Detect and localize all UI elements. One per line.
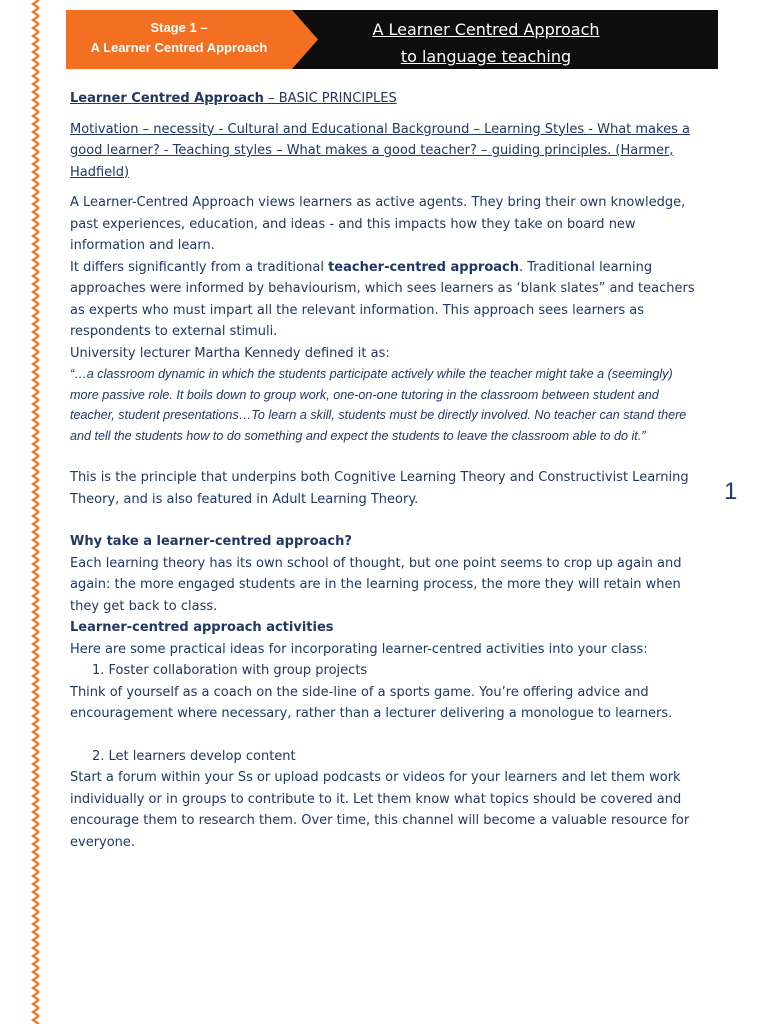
why-heading: Why take a learner-centred approach?: [70, 534, 352, 549]
list-item-1-text: Think of yourself as a coach on the side-line of a sports game. You’re offering advice and encouragement where necessary, rather than a lecturer delivering a monologue to learners.: [70, 684, 673, 721]
topics-line: Motivation – necessity - Cultural and Educational Background – Learning Styles - What makes a good learner? - Teaching styles – What makes a good teacher? – guiding principles. (Harmer, Hadfield): [70, 121, 690, 180]
title-line-2: to language teaching: [400, 47, 572, 66]
differs-text-after: . Traditional learning approaches were informed by behaviourism, which sees learners as ‘blank slates” and teachers as experts who must impart all the relevant information. This approach sees learners as respondents to external stimuli.: [70, 259, 695, 339]
document-title: [316, 16, 656, 70]
why-paragraph: Each learning theory has its own school of thought, but one point seems to crop up again and again: the more engaged students are in the learning process, the more they will retain when they get back to class.: [70, 555, 682, 614]
teacher-centred-term: teacher-centred approach: [328, 259, 519, 275]
section-heading-rest: – BASIC PRINCIPLES: [263, 91, 397, 106]
page-number: 1: [724, 478, 738, 505]
principle-paragraph: This is the principle that underpins both Cognitive Learning Theory and Constructivist Learning Theory, and is also featured in Adult Learning Theory.: [70, 470, 689, 507]
document-body: [70, 88, 700, 853]
list-item-1: 1. Foster collaboration with group projects: [92, 663, 368, 678]
list-item-2-text: Start a forum within your Ss or upload podcasts or videos for your learners and let them work individually or in groups to contribute to it. Let them know what topics should be covered and encourage them to research them. Over time, this channel will become a valuable resource for everyone.: [70, 770, 690, 850]
section-heading-main: Learner Centred Approach: [70, 91, 264, 106]
list-item-2: 2. Let learners develop content: [92, 748, 296, 764]
header-banner: [66, 10, 718, 69]
intro-paragraph: A Learner-Centred Approach views learners as active agents. They bring their own knowledge, past experiences, education, and ideas - and this impacts how they take on board new information and learn.: [70, 195, 686, 253]
stage-name: A Learner Centred Approach: [90, 40, 268, 55]
stage-label: [66, 18, 292, 58]
activities-intro: Here are some practical ideas for incorporating learner-centred activities into your class:: [70, 641, 648, 657]
decorative-page-border: [30, 0, 42, 1024]
stage-number: Stage 1 –: [150, 20, 208, 35]
differs-text-before: It differs significantly from a traditional: [70, 259, 329, 275]
kennedy-quote: “…a classroom dynamic in which the students participate actively while the teacher might take a (seemingly) more passive role. It boils down to group work, one-on-one tutoring in the classroom between student and teacher, student presentations…To learn a skill, students must be directly involved. No teacher can stand there and tell the students how to do something and expect the students to leave the classroom able to do it.”: [70, 367, 687, 443]
activities-heading: Learner-centred approach activities: [70, 620, 334, 635]
kennedy-intro: University lecturer Martha Kennedy defined it as:: [70, 345, 390, 361]
title-line-1: A Learner Centred Approach: [372, 20, 600, 39]
differs-paragraph: [70, 257, 700, 343]
section-heading: [70, 88, 700, 110]
